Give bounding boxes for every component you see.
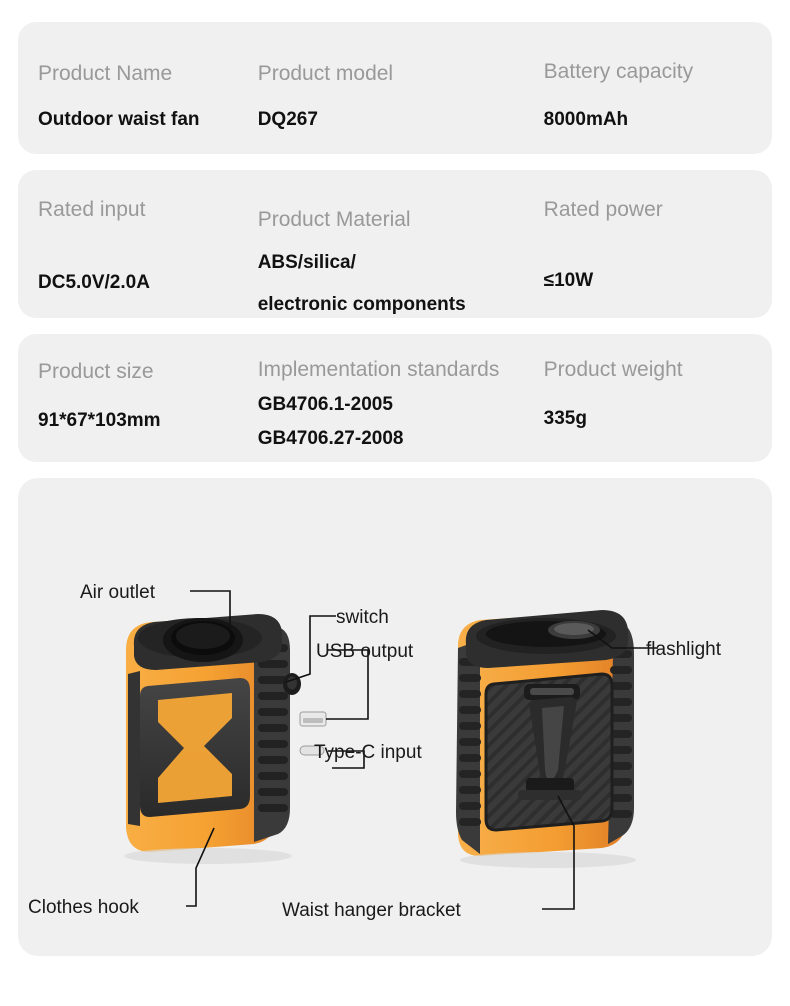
product-diagram	[18, 478, 772, 956]
fan-back-view	[456, 610, 636, 868]
spec-label: Product model	[257, 62, 394, 85]
spec-label: Product Material	[257, 208, 411, 231]
callout-type-c-input: Type-C input	[314, 742, 422, 763]
callout-air-outlet: Air outlet	[80, 582, 155, 603]
spec-value-line-2: GB4706.27-2008	[257, 428, 404, 449]
spec-value-line-1: GB4706.1-2005	[257, 394, 393, 415]
spec-cell-product-name	[38, 40, 258, 133]
spec-label: Product size	[38, 360, 154, 383]
usb-output-port	[300, 712, 326, 726]
spec-cell-implementation-standards	[258, 348, 544, 452]
spec-value-line-2: electronic components	[257, 294, 466, 315]
spec-label: Battery capacity	[543, 60, 694, 83]
spec-label: Product Name	[38, 62, 173, 85]
callout-waist-hanger-bracket: Waist hanger bracket	[282, 900, 461, 921]
spec-cell-rated-input	[38, 188, 258, 296]
front-grill-panel	[140, 678, 250, 817]
fan-front-view	[124, 614, 326, 864]
product-diagram-card	[18, 478, 772, 956]
switch-button[interactable]	[283, 673, 301, 695]
callout-clothes-hook: Clothes hook	[28, 897, 139, 918]
spec-label: Rated input	[38, 198, 146, 221]
spec-value-line-1: ABS/silica/	[257, 252, 356, 273]
spec-cell-rated-power	[544, 188, 752, 294]
spec-value: Outdoor waist fan	[38, 109, 200, 130]
spec-card-row-1	[18, 22, 772, 154]
spec-cell-product-weight	[544, 348, 752, 432]
spec-label: Product weight	[543, 358, 683, 381]
spec-label: Rated power	[543, 198, 663, 221]
spec-value: DQ267	[257, 109, 318, 130]
air-outlet	[163, 618, 243, 662]
callout-switch: switch	[336, 607, 389, 628]
callout-usb-output: USB output	[316, 641, 414, 662]
spec-cell-battery-capacity	[544, 40, 752, 133]
spec-cell-product-material	[258, 188, 544, 318]
spec-value: 91*67*103mm	[38, 410, 161, 431]
callout-flashlight: flashlight	[646, 639, 721, 660]
spec-value: 8000mAh	[543, 109, 629, 130]
spec-value: ≤10W	[543, 270, 594, 291]
flashlight	[548, 621, 600, 639]
spec-card-row-2	[18, 170, 772, 318]
spec-label: Implementation standards	[257, 358, 500, 381]
spec-card-row-3	[18, 334, 772, 462]
spec-cell-product-size	[38, 348, 258, 434]
spec-value: DC5.0V/2.0A	[38, 272, 150, 293]
spec-cell-product-model	[258, 40, 544, 133]
spec-value: 335g	[543, 408, 587, 429]
